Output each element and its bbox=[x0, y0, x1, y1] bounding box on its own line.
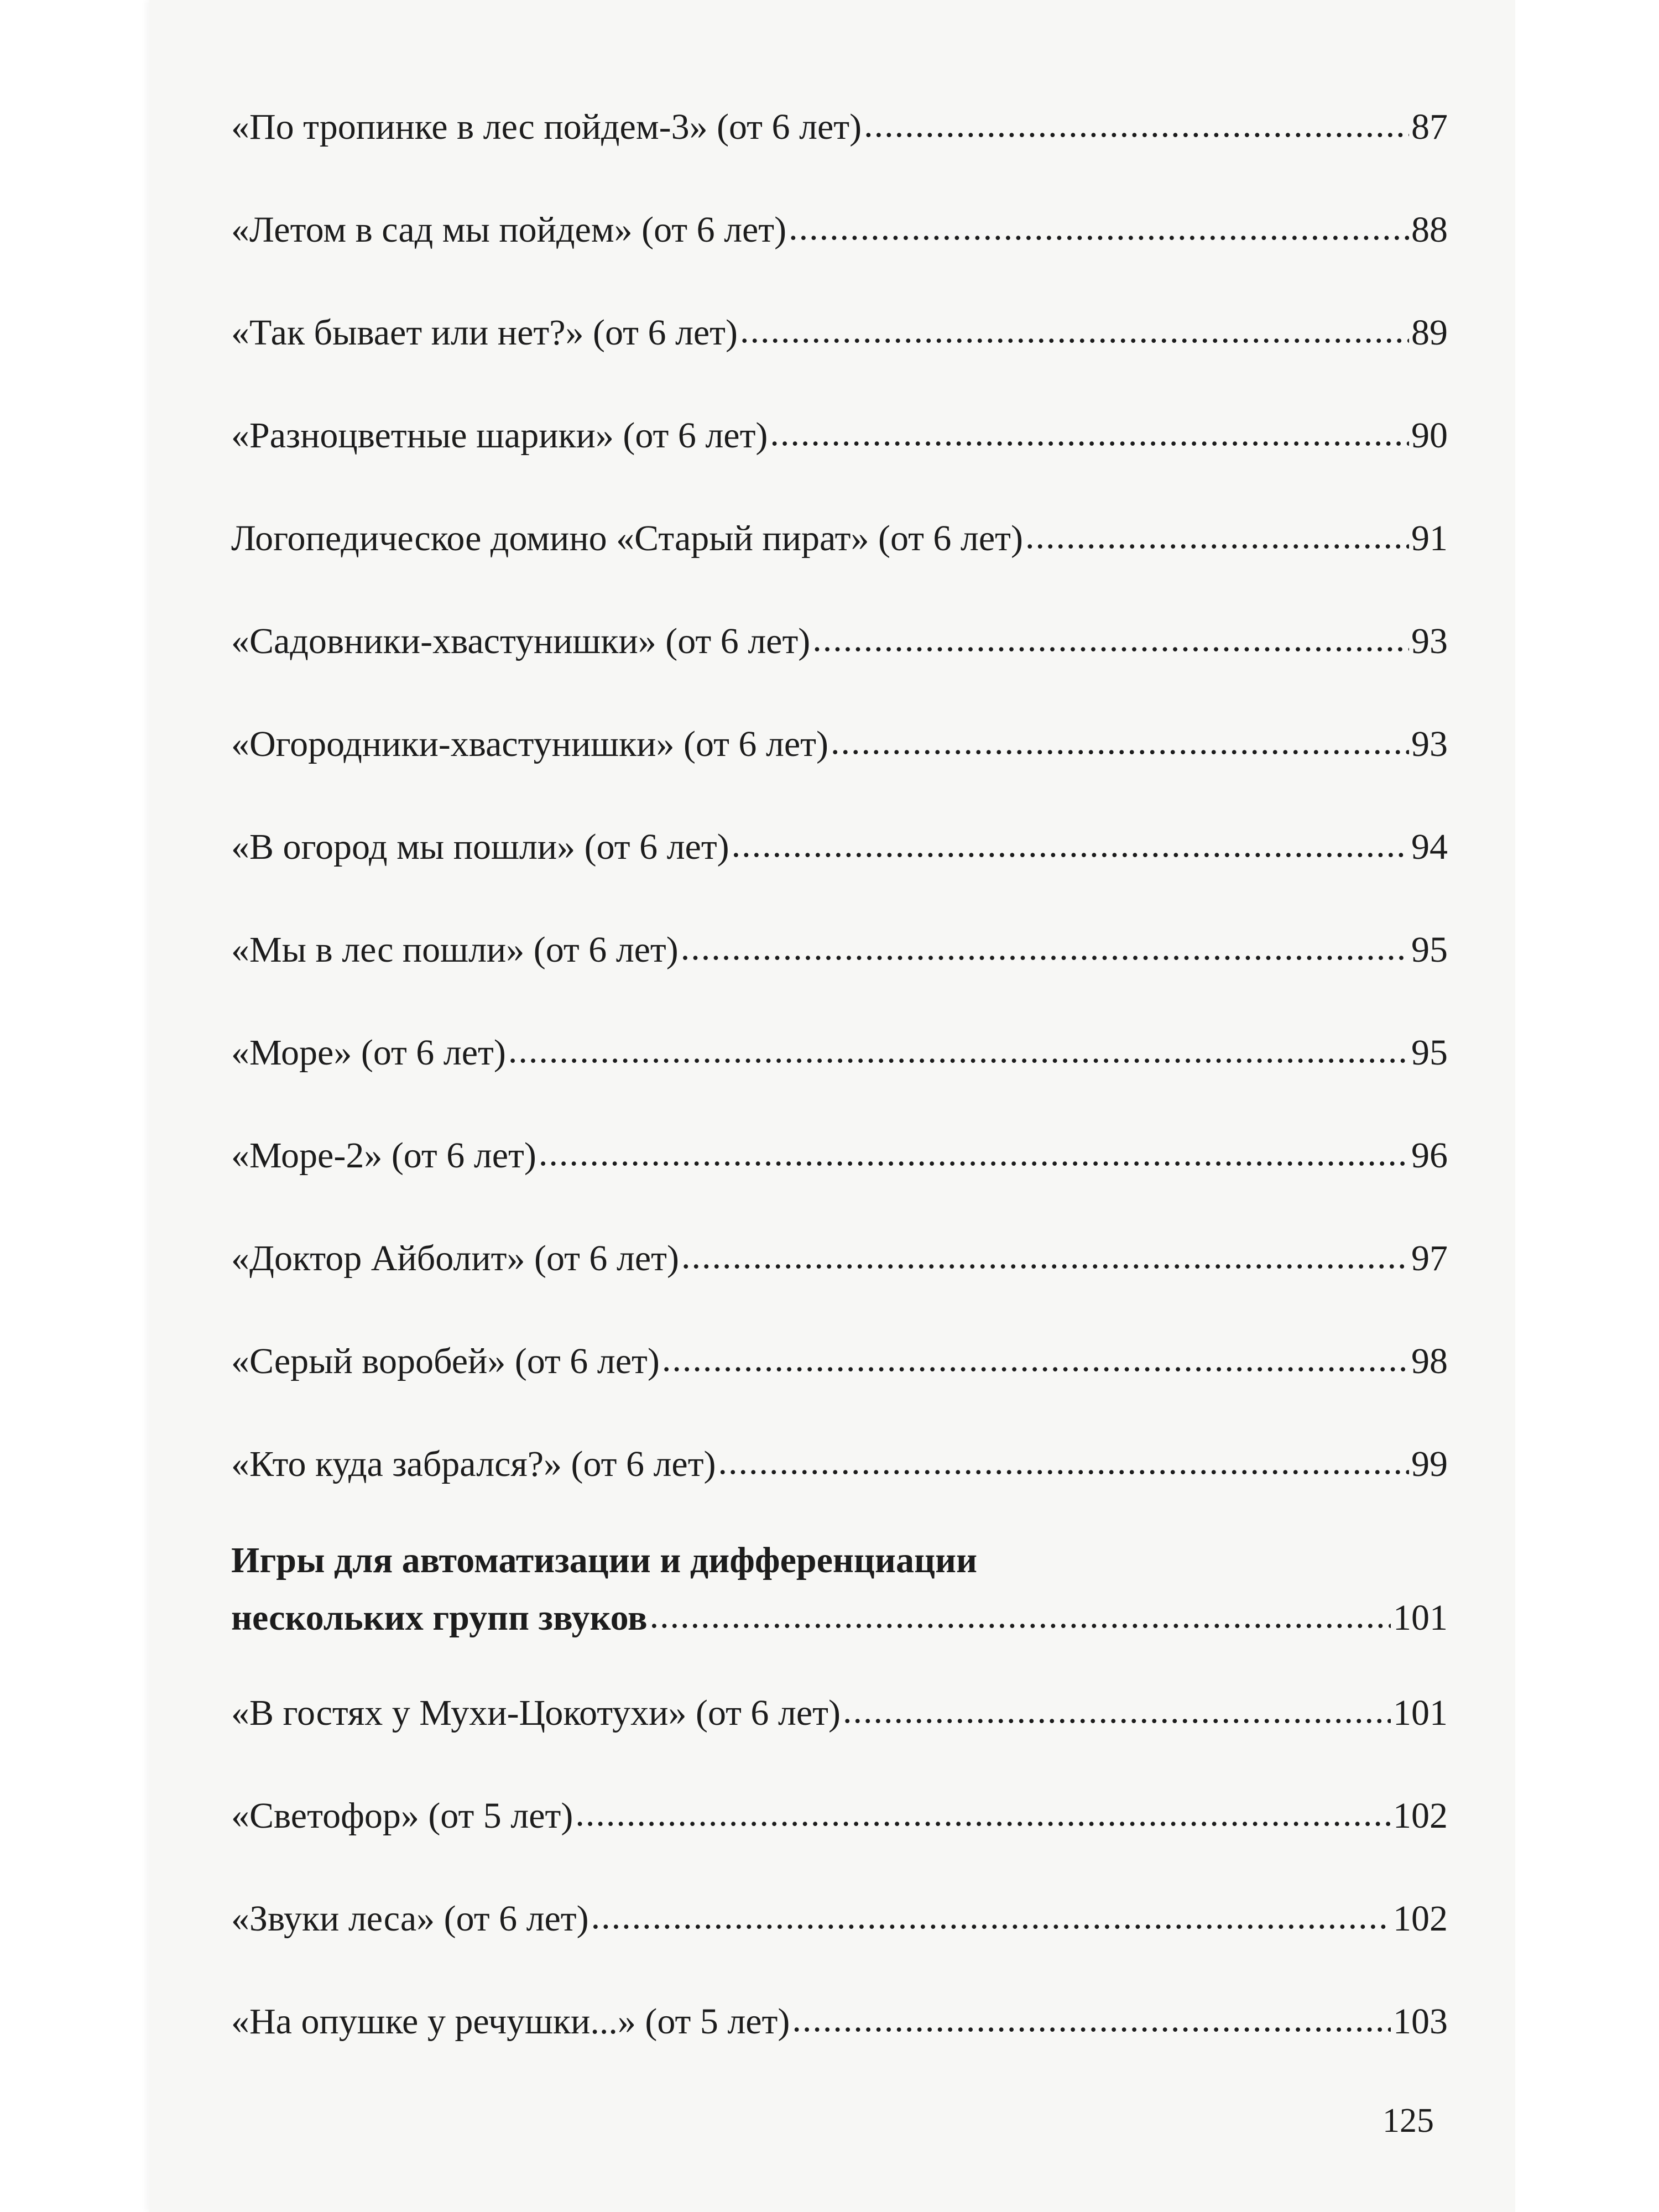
toc-entry bbox=[231, 105, 1448, 149]
toc-entry-title: «Море» (от 6 лет) bbox=[231, 1032, 506, 1073]
dot-leader bbox=[508, 1029, 1409, 1073]
dot-leader bbox=[792, 1997, 1391, 2042]
dot-leader bbox=[539, 1131, 1409, 1176]
dot-leader bbox=[681, 926, 1409, 970]
toc-entry-page: 88 bbox=[1411, 210, 1448, 250]
dot-leader bbox=[575, 1792, 1391, 1836]
toc-entry-title: «Мы в лес пошли» (от 6 лет) bbox=[231, 930, 679, 970]
toc-entry bbox=[231, 1442, 1448, 1486]
dot-leader bbox=[662, 1337, 1409, 1381]
toc-entry bbox=[231, 1237, 1448, 1281]
toc-entry bbox=[231, 2000, 1448, 2044]
toc-entry bbox=[231, 1031, 1448, 1075]
toc-entry bbox=[231, 1794, 1448, 1838]
toc-entry-title: «Море-2» (от 6 лет) bbox=[231, 1135, 536, 1176]
toc-entry-title: «Так бывает или нет?» (от 6 лет) bbox=[231, 312, 738, 353]
toc-entry-title: Логопедическое домино «Старый пират» (от 6 лет) bbox=[231, 518, 1023, 559]
toc-entry bbox=[231, 414, 1448, 458]
toc-entry-title: «По тропинке в лес пойдем-3» (от 6 лет) bbox=[231, 107, 862, 147]
toc-entry bbox=[231, 1134, 1448, 1178]
dot-leader bbox=[1025, 514, 1409, 559]
dot-leader bbox=[789, 206, 1409, 250]
toc-section-heading bbox=[231, 1532, 1448, 1647]
toc-entry bbox=[231, 517, 1448, 561]
toc-entry-page: 95 bbox=[1411, 930, 1448, 970]
toc-entry-page: 91 bbox=[1411, 518, 1448, 559]
dot-leader bbox=[831, 720, 1409, 764]
toc-entry-page: 93 bbox=[1411, 724, 1448, 764]
toc-entry bbox=[231, 619, 1448, 664]
toc-entry-page: 102 bbox=[1393, 1796, 1448, 1836]
toc-entry-title: «Светофор» (от 5 лет) bbox=[231, 1796, 573, 1836]
toc-entry bbox=[231, 208, 1448, 252]
page-number: 125 bbox=[1383, 2102, 1434, 2140]
toc-entry bbox=[231, 311, 1448, 355]
toc-entry-page: 96 bbox=[1411, 1135, 1448, 1176]
toc-entry-page: 94 bbox=[1411, 827, 1448, 867]
toc-entry-title: «Кто куда забрался?» (от 6 лет) bbox=[231, 1444, 716, 1484]
section-title-row bbox=[231, 1589, 1448, 1647]
toc-entry bbox=[231, 928, 1448, 972]
toc-entry bbox=[231, 1691, 1448, 1735]
toc-entry-page: 102 bbox=[1393, 1898, 1448, 1939]
toc-entry-title: «Садовники-хвастунишки» (от 6 лет) bbox=[231, 621, 811, 661]
dot-leader bbox=[812, 617, 1409, 661]
toc-entry-title: «Летом в сад мы пойдем» (от 6 лет) bbox=[231, 210, 787, 250]
toc-entry-page: 98 bbox=[1411, 1341, 1448, 1381]
toc-entry bbox=[231, 722, 1448, 766]
dot-leader bbox=[864, 103, 1409, 147]
toc-entry bbox=[231, 1339, 1448, 1384]
toc-entry bbox=[231, 1897, 1448, 1941]
toc-entry bbox=[231, 825, 1448, 869]
section-title-line2: нескольких групп звуков bbox=[231, 1598, 648, 1638]
toc-entry-title: «Огородники-хвастунишки» (от 6 лет) bbox=[231, 724, 828, 764]
section-page: 101 bbox=[1393, 1598, 1448, 1638]
toc-entry-title: «В гостях у Мухи-Цокотухи» (от 6 лет) bbox=[231, 1693, 841, 1733]
toc-entry-page: 93 bbox=[1411, 621, 1448, 661]
toc-entry-page: 97 bbox=[1411, 1238, 1448, 1279]
toc-entry-page: 89 bbox=[1411, 312, 1448, 353]
toc-entry-page: 103 bbox=[1393, 2001, 1448, 2042]
dot-leader bbox=[591, 1895, 1391, 1939]
toc-entry-title: «Звуки леса» (от 6 лет) bbox=[231, 1898, 589, 1939]
dot-leader bbox=[770, 411, 1409, 456]
toc-entry-page: 99 bbox=[1411, 1444, 1448, 1484]
toc-entry-page: 87 bbox=[1411, 107, 1448, 147]
toc-entry-title: «В огород мы пошли» (от 6 лет) bbox=[231, 827, 729, 867]
dot-leader bbox=[843, 1689, 1391, 1733]
toc-entry-title: «Разноцветные шарики» (от 6 лет) bbox=[231, 415, 768, 456]
toc-entry-page: 90 bbox=[1411, 415, 1448, 456]
dot-leader bbox=[718, 1440, 1409, 1484]
toc-entry-title: «На опушке у речушки...» (от 5 лет) bbox=[231, 2001, 790, 2042]
dot-leader bbox=[740, 309, 1409, 353]
toc-entry-title: «Серый воробей» (от 6 лет) bbox=[231, 1341, 660, 1381]
dot-leader bbox=[681, 1234, 1409, 1279]
dot-leader bbox=[732, 823, 1409, 867]
toc-entry-page: 101 bbox=[1393, 1693, 1448, 1733]
section-title-line1: Игры для автоматизации и дифференциации bbox=[231, 1540, 978, 1580]
toc-entry-title: «Доктор Айболит» (от 6 лет) bbox=[231, 1238, 679, 1279]
toc-entry-page: 95 bbox=[1411, 1032, 1448, 1073]
dot-leader bbox=[650, 1587, 1391, 1645]
